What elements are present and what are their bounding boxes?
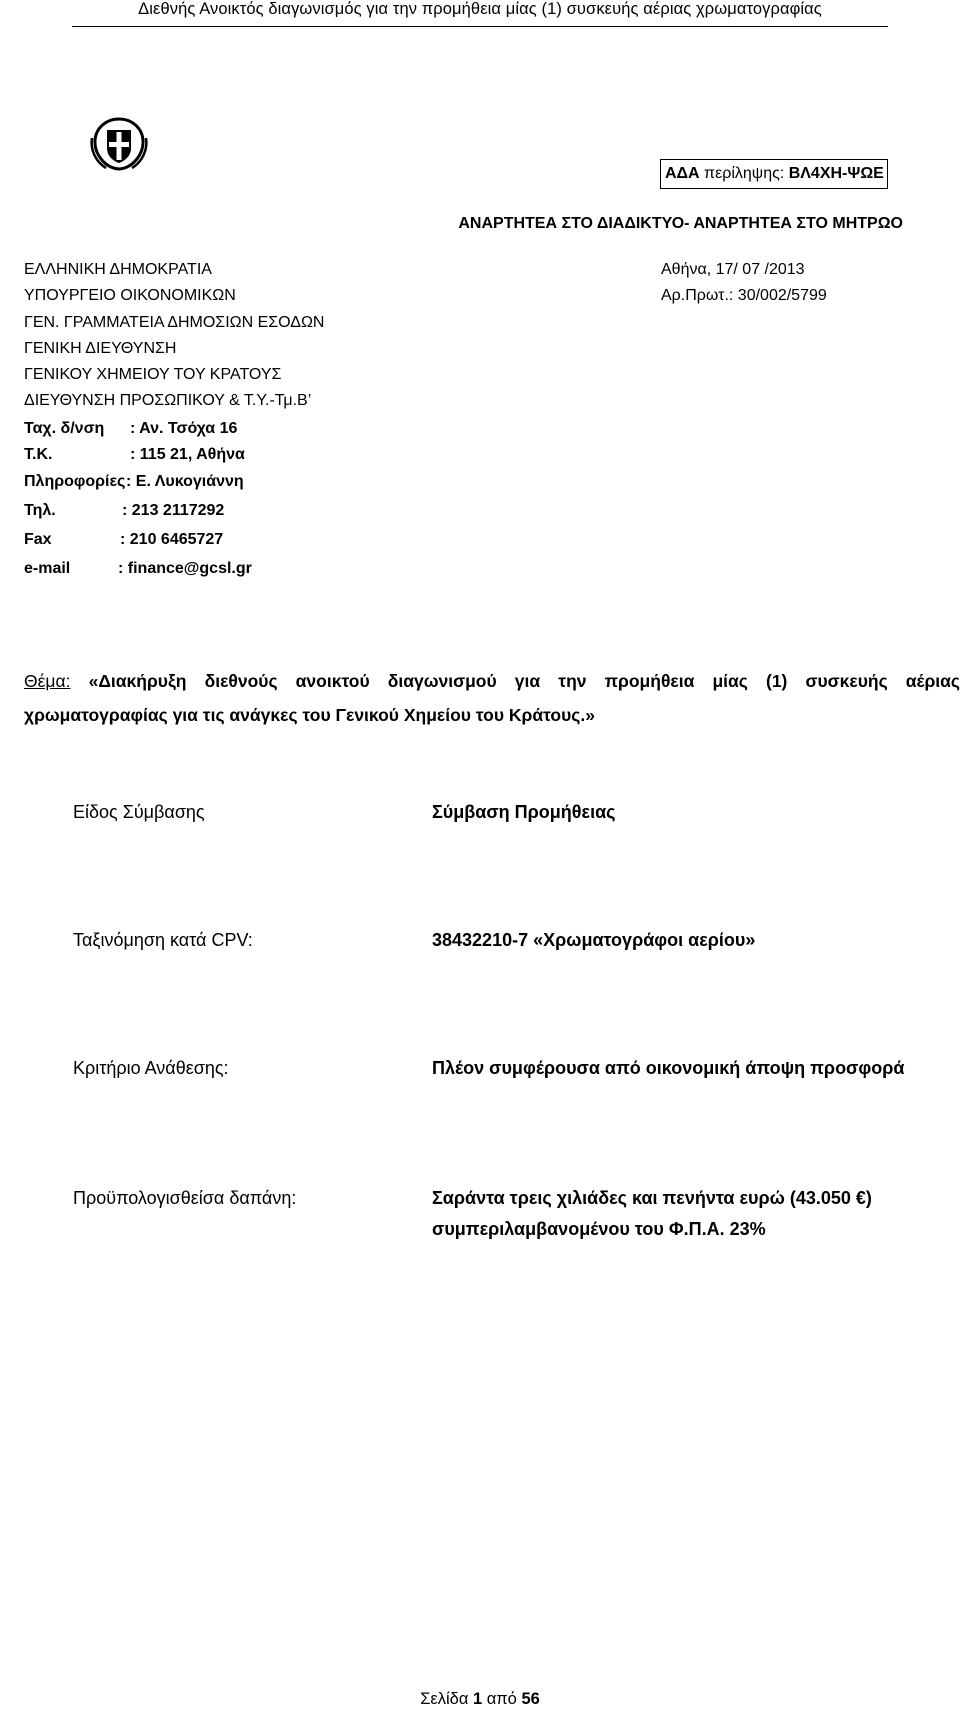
spec-value-budget-vat: συμπεριλαμβανομένου του Φ.Π.Α. 23% [432, 1219, 766, 1239]
contact-value: : finance@gcsl.gr [118, 560, 252, 577]
spec-value-award-criterion: Πλέον συμφέρουσα από οικονομική άποψη προσφορά [432, 1058, 905, 1078]
page-number-prefix: Σελίδα [420, 1690, 473, 1708]
contact-postcode [24, 446, 245, 464]
document-date: Αθήνα, 17/ 07 /2013 [661, 261, 805, 278]
page-number-current: 1 [472, 1690, 483, 1708]
sender-org-line: ΕΛΛΗΝΙΚΗ ΔΗΜΟΚΡΑΤΙΑ [24, 261, 212, 278]
contact-key: Τ.Κ. [24, 446, 53, 463]
contact-key: e-mail [24, 560, 71, 577]
contact-email [24, 560, 252, 578]
ada-label: ΑΔΑ [665, 165, 700, 182]
contact-phone [24, 502, 224, 520]
sender-org-line: ΓΕΝ. ΓΡΑΜΜΑΤΕΙΑ ΔΗΜΟΣΙΩΝ ΕΣΟΔΩΝ [24, 314, 325, 331]
running-header: Διεθνής Ανοικτός διαγωνισμός για την προμήθεια μίας (1) συσκευής αέριας χρωματογραφίας [138, 0, 822, 18]
subject-text: «Διακήρυξη διεθνούς ανοικτού διαγωνισμού για την προμήθεια μίας (1) συσκευής αέριας χρωματογραφίας για τις ανάγκες του Γενικού Χημείου του Κράτους.» [24, 671, 960, 725]
ada-text: περίληψης: [699, 165, 789, 182]
spec-label-contract-type: Είδος Σύμβασης [73, 802, 205, 822]
spec-label-cpv: Ταξινόμηση κατά CPV: [73, 930, 253, 950]
spec-label-budget: Προϋπολογισθείσα δαπάνη: [73, 1188, 297, 1208]
ada-box [660, 159, 888, 189]
contact-key: Fax [24, 531, 52, 548]
contact-fax [24, 531, 223, 549]
sender-org-line: ΓΕΝΙΚΟΥ ΧΗΜΕΙΟΥ ΤΟΥ ΚΡΑΤΟΥΣ [24, 366, 282, 383]
spec-value-budget: Σαράντα τρεις χιλιάδες και πενήντα ευρώ (43.050 €) [432, 1188, 872, 1208]
ada-value: ΒΛ4ΧΗ-ΨΩΕ [788, 165, 884, 182]
spec-value-cpv: 38432210-7 «Χρωματογράφοι αερίου» [432, 930, 756, 950]
greek-coat-of-arms-icon [88, 116, 150, 172]
spec-value-contract-type: Σύμβαση Προμήθειας [432, 802, 616, 822]
sender-org-line: ΔΙΕΥΘΥΝΣΗ ΠΡΟΣΩΠΙΚΟΥ & Τ.Υ.-Τμ.Β’ [24, 392, 312, 409]
subject-label: Θέμα: [24, 671, 71, 691]
contact-value: : 210 6465727 [120, 531, 224, 548]
sender-org-line: ΥΠΟΥΡΓΕΙΟ ΟΙΚΟΝΟΜΙΚΩΝ [24, 287, 236, 304]
page-number-middle: από [482, 1690, 522, 1708]
page-number-total: 56 [521, 1690, 540, 1708]
contact-key: Πληροφορίες [24, 473, 126, 490]
contact-value: : Ε. Λυκογιάννη [126, 473, 244, 490]
header-divider [72, 26, 888, 27]
subject-paragraph [24, 664, 960, 732]
contact-value: : 115 21, Αθήνα [130, 446, 245, 463]
spec-label-award-criterion: Κριτήριο Ανάθεσης: [73, 1058, 229, 1078]
contact-info [24, 473, 244, 491]
contact-key: Τηλ. [24, 502, 56, 519]
contact-value: : Αν. Τσόχα 16 [130, 420, 238, 437]
contact-address [24, 420, 237, 438]
sender-org-line: ΓΕΝΙΚΗ ΔΙΕΥΘΥΝΣΗ [24, 340, 177, 357]
posting-note: ΑΝΑΡΤΗΤΕΑ ΣΤΟ ΔΙΑΔΙΚΤΥΟ- ΑΝΑΡΤΗΤΕΑ ΣΤΟ ΜΗΤΡΩΟ [458, 215, 903, 232]
page-number [0, 1690, 960, 1709]
contact-value: : 213 2117292 [122, 502, 225, 519]
protocol-number: Αρ.Πρωτ.: 30/002/5799 [661, 287, 827, 304]
contact-key: Ταχ. δ/νση [24, 420, 105, 437]
